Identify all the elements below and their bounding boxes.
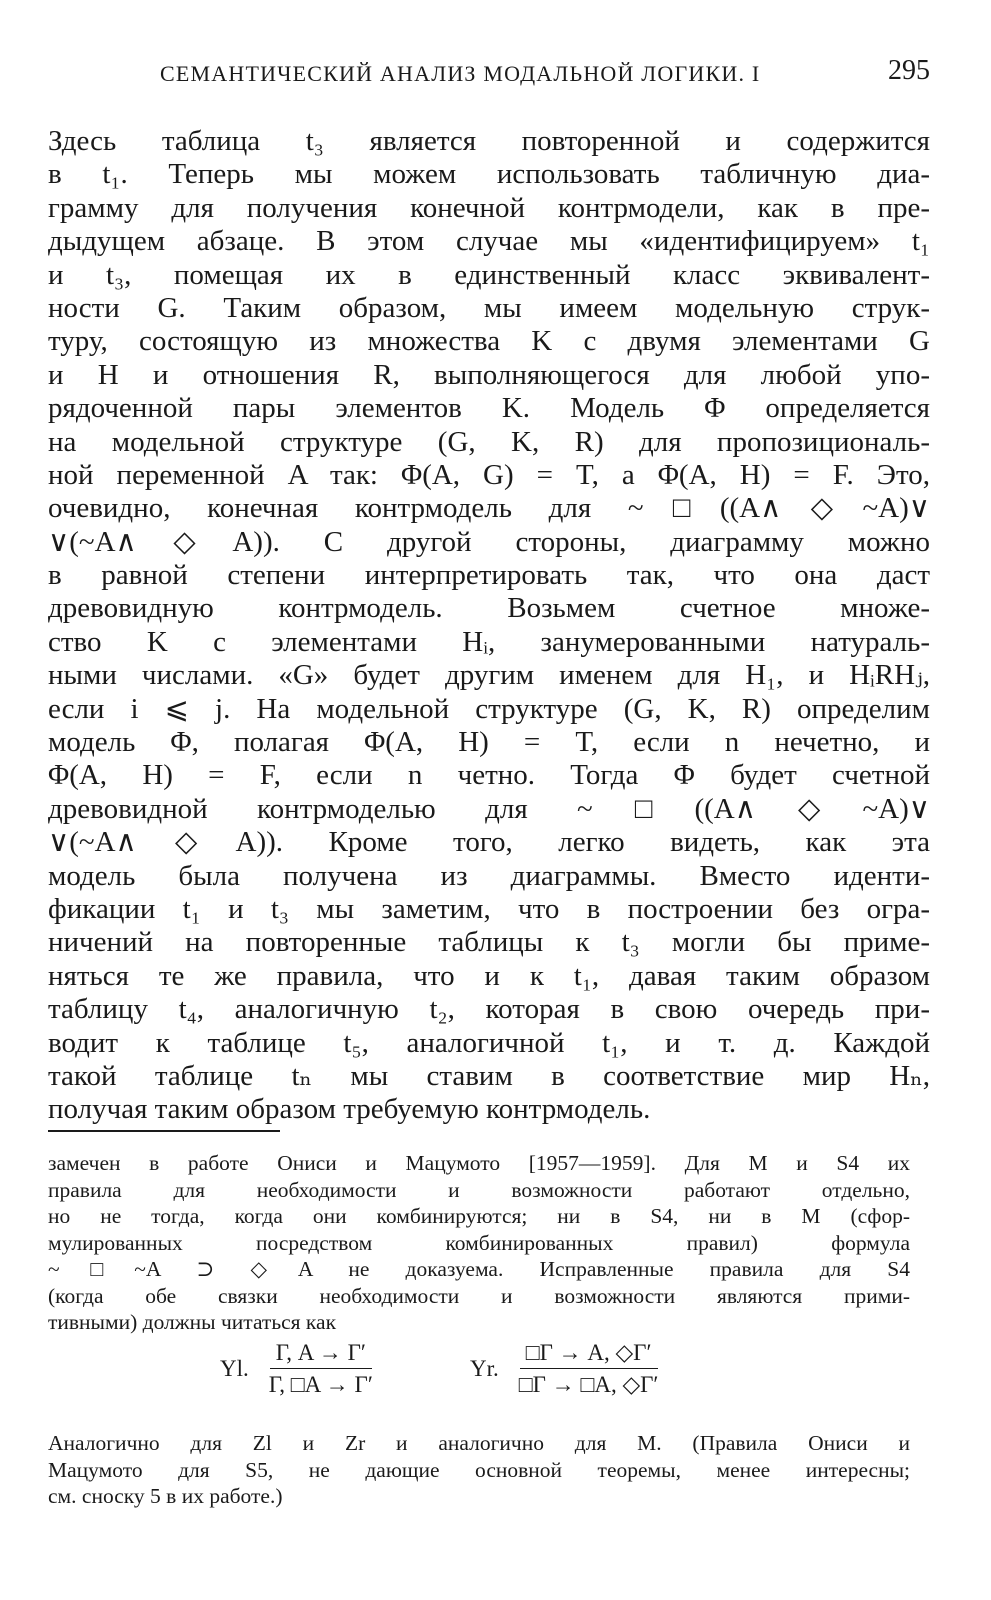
footnote-line: замечен в работе Ониси и Мацумото [1957—1959]. Для M и S4 их bbox=[48, 1151, 910, 1175]
footnote-continuation bbox=[48, 1430, 910, 1510]
footnote-line: Аналогично для Zl и Zr и аналогично для M. (Правила Ониси и bbox=[48, 1431, 910, 1455]
text-line: такой таблице tₙ мы ставим в соответствие мир Hₙ, bbox=[48, 1059, 930, 1092]
text-line: в t₁. Теперь мы можем использовать табличную диа- bbox=[48, 158, 930, 191]
rule-conclusion: □Γ → □A, ◇Γ′ bbox=[518, 1372, 659, 1397]
text-line: таблицу t₄, аналогичную t₂, которая в свою очередь при- bbox=[48, 993, 930, 1026]
text-line: ными числами. «G» будет другим именем для H₁, и HᵢRHⱼ, bbox=[48, 659, 930, 692]
text-line: Φ(A, H) = F, если n четно. Тогда Φ будет счетной bbox=[48, 759, 930, 792]
text-line: ∨(~A∧◇A)). Кроме того, легко видеть, как эта bbox=[48, 826, 930, 859]
footnote-line: правила для необходимости и возможности работают отдельно, bbox=[48, 1177, 910, 1202]
running-head: СЕМАНТИЧЕСКИЙ АНАЛИЗ МОДАЛЬНОЙ ЛОГИКИ. I bbox=[160, 61, 761, 86]
page-header bbox=[160, 55, 930, 95]
text-line: дыдущем абзаце. В этом случае мы «идентифицируем» t₁ bbox=[48, 225, 930, 258]
text-line: водит к таблице t₅, аналогичной t₁, и т. д. Каждой bbox=[48, 1026, 930, 1059]
footnote-line: (когда обе связки необходимости и возможности являются прими- bbox=[48, 1283, 910, 1308]
footnote-line: но не тогда, когда они комбинируются; ни в S4, ни в M (сфор- bbox=[48, 1204, 910, 1228]
footnote-line: Мацумото для S5, не дающие основной теоремы, менее интересны; bbox=[48, 1457, 910, 1482]
rule-yr bbox=[470, 1340, 664, 1398]
text-line: ной переменной A так: Φ(A, G) = T, а Φ(A, H) = F. Это, bbox=[48, 458, 930, 491]
page-number: 295 bbox=[888, 55, 930, 86]
rule-fraction bbox=[263, 1340, 379, 1398]
text-line: и t₃, помещая их в единственный класс эквивалент- bbox=[48, 258, 930, 291]
text-line: на модельной структуре (G, K, R) для пропозициональ- bbox=[48, 425, 930, 458]
footnote bbox=[48, 1150, 910, 1336]
text-line: грамму для получения конечной контрмодели, как в пре- bbox=[48, 191, 930, 224]
rule-conclusion: Γ, □A → Γ′ bbox=[268, 1372, 373, 1397]
rule-name: Yl. bbox=[220, 1356, 249, 1381]
text-line: ∨(~A∧◇A)). С другой стороны, диаграмму можно bbox=[48, 525, 930, 558]
main-text bbox=[48, 125, 930, 1127]
footnote-line: ~□~A ⊃ ◇A не доказуема. Исправленные правила для S4 bbox=[48, 1257, 910, 1281]
text-line: и H и отношения R, выполняющегося для любой упо- bbox=[48, 358, 930, 391]
text-line: няться те же правила, что и к t₁, давая таким образом bbox=[48, 959, 930, 992]
footnote-line: мулированных посредством комбинированных правил) формула bbox=[48, 1230, 910, 1255]
rule-premise: □Γ → A, ◇Γ′ bbox=[520, 1340, 658, 1369]
rule-premise: Γ, A → Γ′ bbox=[270, 1340, 372, 1369]
text-line: ничений на повторенные таблицы к t₃ могли бы приме- bbox=[48, 926, 930, 959]
rule-fraction bbox=[513, 1340, 665, 1398]
text-line: если i ⩽ j. На модельной структуре (G, K, R) определим bbox=[48, 692, 930, 725]
text-line: ности G. Таким образом, мы имеем модельную струк- bbox=[48, 291, 930, 324]
footnote-line: тивными) должны читаться как bbox=[48, 1310, 337, 1334]
text-line: очевидно, конечная контрмодель для ~□((A∧◇~A)∨ bbox=[48, 492, 930, 525]
text-line: в равной степени интерпретировать так, что она даст bbox=[48, 559, 930, 592]
text-line: фикации t₁ и t₃ мы заметим, что в построении без огра- bbox=[48, 892, 930, 925]
text-line: Здесь таблица t₃ является повторенной и содержится bbox=[48, 125, 930, 157]
footnote-separator bbox=[48, 1130, 280, 1132]
text-line: туру, состоящую из множества K с двумя элементами G bbox=[48, 325, 930, 358]
text-line: ство K с элементами Hᵢ, занумерованными натураль- bbox=[48, 625, 930, 658]
inference-rules bbox=[200, 1340, 800, 1430]
text-line: древовидной контрмоделью для ~□((A∧◇~A)∨ bbox=[48, 792, 930, 825]
text-line: модель Φ, полагая Φ(A, H) = T, если n нечетно, и bbox=[48, 726, 930, 759]
rule-yl bbox=[220, 1340, 379, 1398]
rule-name: Yr. bbox=[470, 1356, 499, 1381]
text-line: получая таким образом требуемую контрмодель. bbox=[48, 1093, 651, 1126]
footnote-line: см. сноску 5 в их работе.) bbox=[48, 1484, 283, 1508]
text-line: рядоченной пары элементов K. Модель Φ определяется bbox=[48, 392, 930, 425]
text-line: древовидную контрмодель. Возьмем счетное множе- bbox=[48, 592, 930, 625]
text-line: модель была получена из диаграммы. Вместо иденти- bbox=[48, 859, 930, 892]
